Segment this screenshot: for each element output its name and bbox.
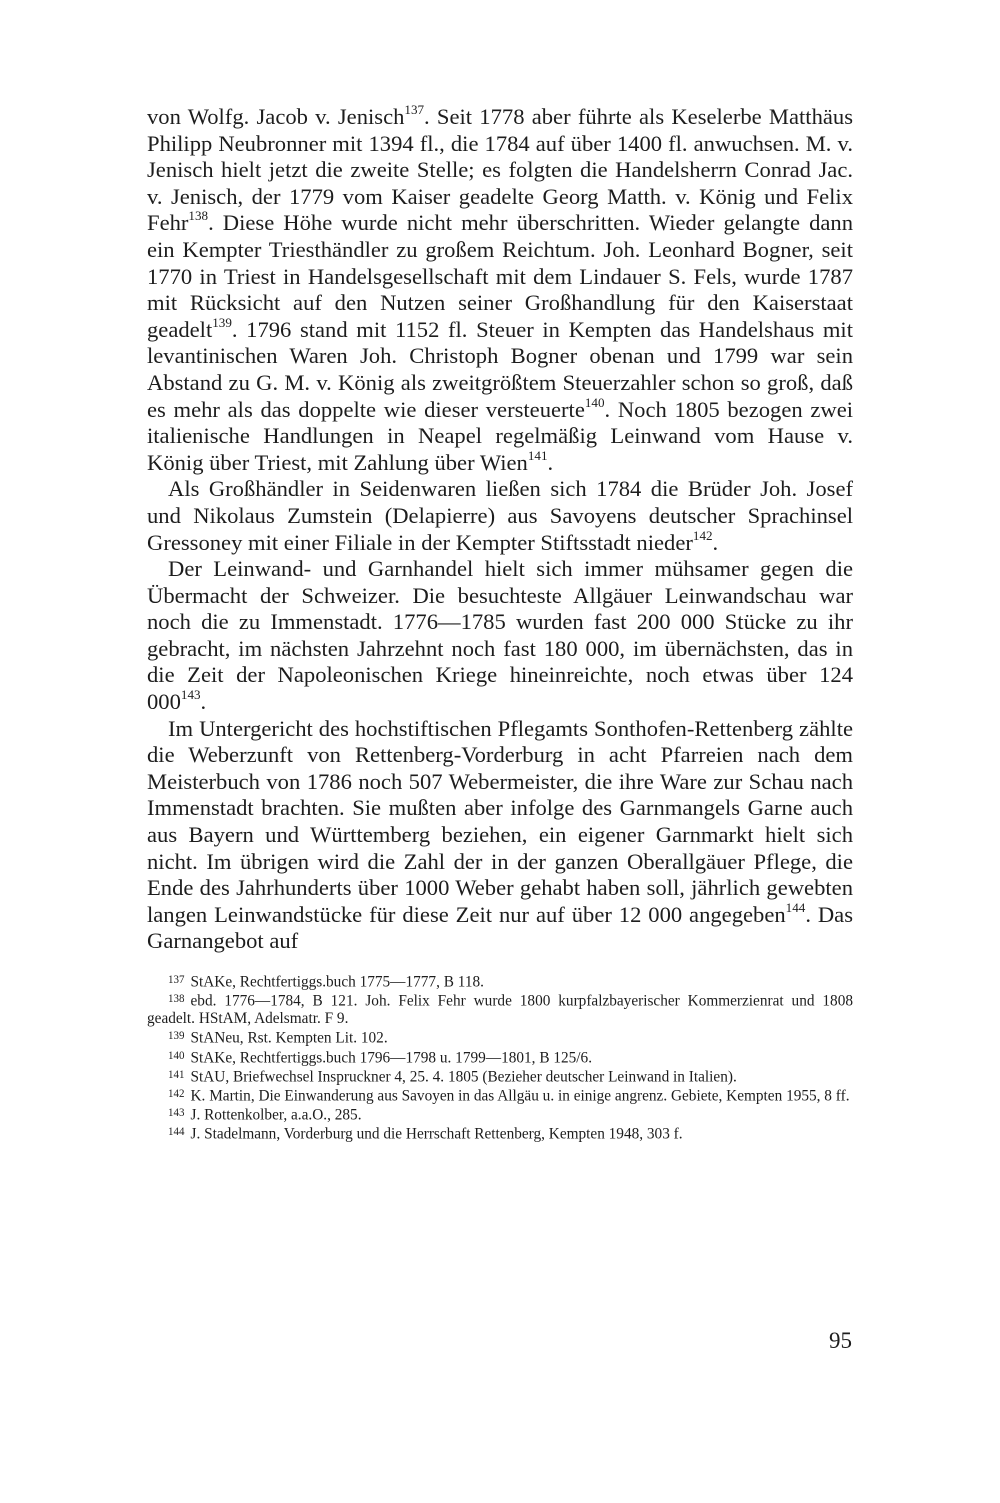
footnote-text: J. Stadelmann, Vorderburg und die Herrschaft Rettenberg, Kempten 1948, 303 f. <box>190 1125 683 1143</box>
body-paragraph <box>147 556 853 716</box>
paragraph-text: . <box>547 449 554 475</box>
paragraph-text: . <box>200 689 207 715</box>
paragraph-text: . 1796 stand mit 1152 fl. Steuer in Kempten das Handelshaus mit levantinischen Waren Joh. Christoph Bogner obenan und 1799 war sein Abstand zu G. M. v. König als zweitgrößtem Steuerzahler schon so groß, daß es mehr als das doppelte wie dieser versteuerte <box>147 316 853 422</box>
paragraph-text: . Diese Höhe wurde nicht mehr überschritten. Wieder gelangte dann ein Kempter Triesthändler zu großem Reichtum. Joh. Leonhard Bogner, seit 1770 in Triest in Handelsgesellschaft mit dem Lindauer S. Fels, wurde 1787 mit Rücksicht auf den Nutzen seiner Großhandlung für den Kaiserstaat geadelt <box>147 210 853 342</box>
main-text <box>147 104 853 955</box>
paragraph-text: Im Untergericht des hochstiftischen Pflegamts Sonthofen-Rettenberg zählte die Weberzunft von Rettenberg-Vorderburg in acht Pfarreien nach dem Meisterbuch von 1786 noch 507 Webermeister, die ihre Ware zur Schau nach Immenstadt brachten. Sie mußten aber infolge des Garnmangels Garne auch aus Bayern und Württemberg beziehen, ein eigener Garnmarkt hielt sich nicht. Im übrigen wird die Zahl der in der ganzen Oberallgäuer Pflege, die Ende des Jahrhunderts über 1000 Weber gehabt haben soll, jährlich gewebten langen Leinwandstücke für diese Zeit nur auf über 12 000 angegeben <box>147 715 853 927</box>
footnote-text: K. Martin, Die Einwanderung aus Savoyen in das Allgäu u. in einige angrenz. Gebiete, Kempten 1955, 8 ff. <box>190 1087 850 1105</box>
footnote-text: J. Rottenkolber, a.a.O., 285. <box>190 1106 362 1124</box>
footnote <box>147 972 853 991</box>
footnote <box>147 1048 853 1067</box>
footnote-text: ebd. 1776—1784, B 121. Joh. Felix Fehr wurde 1800 kurpfalzbayerischer Kommerzienrat und 1808 geadelt. HStAM, Adelsmatr. F 9. <box>147 992 853 1028</box>
body-paragraph <box>147 716 853 955</box>
footnote <box>147 1086 853 1105</box>
footnote-number: 138 <box>168 993 185 1006</box>
body-paragraph <box>147 476 853 556</box>
paragraph-text: . Das Garnangebot auf <box>147 901 854 954</box>
footnote-reference: 137 <box>404 102 425 118</box>
footnote-text: StANeu, Rst. Kempten Lit. 102. <box>190 1029 388 1047</box>
footnote-reference: 141 <box>527 447 548 463</box>
page-number: 95 <box>829 1328 852 1353</box>
footnote-number: 140 <box>168 1049 185 1062</box>
page-content <box>147 104 853 1144</box>
footnote-reference: 139 <box>212 314 232 330</box>
footnote-number: 141 <box>168 1068 185 1081</box>
footnote-reference: 143 <box>180 687 201 703</box>
footnote-number: 143 <box>168 1107 185 1120</box>
footnote-text: StAKe, Rechtfertiggs.buch 1796—1798 u. 1799—1801, B 125/6. <box>190 1048 593 1066</box>
paragraph-text: . Noch 1805 bezogen zwei italienische Handlungen in Neapel regelmäßig Leinwand vom Hause v. König über Triest, mit Zahlung über Wien <box>147 396 854 475</box>
footnote-number: 139 <box>168 1030 185 1043</box>
footnote <box>147 1124 853 1143</box>
footnote-text: StAKe, Rechtfertiggs.buch 1775—1777, B 118. <box>190 973 484 991</box>
paragraph-text: . <box>712 529 719 555</box>
footnote-number: 137 <box>168 974 185 986</box>
footnotes <box>147 972 853 1144</box>
footnote-number: 144 <box>168 1126 185 1139</box>
footnote <box>147 1105 853 1124</box>
footnote-reference: 140 <box>584 394 605 410</box>
paragraph-text: von Wolfg. Jacob v. Jenisch <box>147 104 405 129</box>
footnote <box>147 991 853 1028</box>
body-paragraph <box>147 104 853 476</box>
footnote <box>147 1028 853 1047</box>
footnote-reference: 142 <box>692 527 713 543</box>
footnote <box>147 1067 853 1086</box>
paragraph-text: . Seit 1778 aber führte als Keselerbe Matthäus Philipp Neubronner mit 1394 fl., die 1784 auf über 1400 fl. anwuchsen. M. v. Jenisch hielt jetzt die zweite Stelle; es folgten die Handelsherrn Conrad Jac. v. Jenisch, der 1779 vom Kaiser geadelte Georg Matth. v. König und Felix Fehr <box>147 104 853 236</box>
footnote-reference: 144 <box>785 899 806 915</box>
footnote-text: StAU, Briefwechsel Inspruckner 4, 25. 4. 1805 (Bezieher deutscher Leinwand in Italien). <box>190 1068 737 1086</box>
footnote-number: 142 <box>168 1087 185 1100</box>
footnote-reference: 138 <box>188 208 209 224</box>
paragraph-text: Der Leinwand- und Garnhandel hielt sich immer mühsamer gegen die Übermacht der Schweizer. Die besuchteste Allgäuer Leinwandschau war noch die zu Immenstadt. 1776—1785 wurden fast 200 000 Stücke zu ihr gebracht, im nächsten Jahrzehnt noch fast 180 000, im übernächsten, das in die Zeit der Napoleonischen Kriege hineinreichte, noch etwas über 124 000 <box>147 556 853 715</box>
paragraph-text: Als Großhändler in Seidenwaren ließen sich 1784 die Brüder Joh. Josef und Nikolaus Zumstein (Delapierre) aus Savoyens deutscher Sprachinsel Gressoney mit einer Filiale in der Kempter Stiftsstadt nieder <box>147 476 853 555</box>
